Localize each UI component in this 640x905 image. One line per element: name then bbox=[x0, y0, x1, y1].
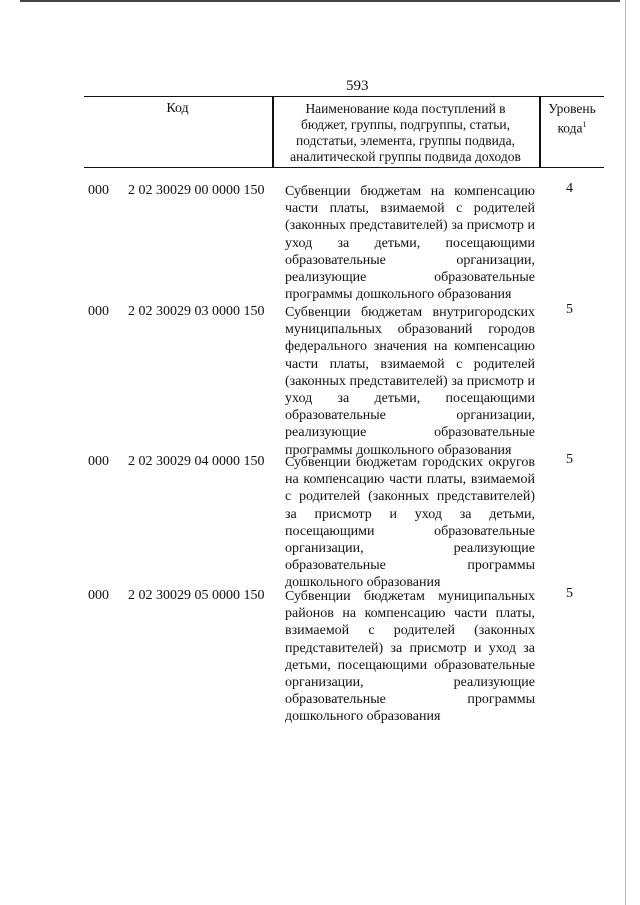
header-level-footnote: 1 bbox=[582, 120, 587, 129]
row-prefix: 000 bbox=[88, 588, 109, 603]
header-level-line2 bbox=[540, 117, 604, 137]
row-level: 5 bbox=[566, 452, 573, 467]
page-number: 593 bbox=[346, 78, 369, 94]
row-prefix: 000 bbox=[88, 454, 109, 469]
row-description: Субвенции бюджетам городских округов на компенсацию части платы, взимаемой с родителей (законных представителей) за присмотр и уход за детьми, посещающими образовательные организации, реализующие образовательные программы дошкольного образования bbox=[285, 455, 535, 591]
header-name-line: подстатьи, элемента, группы подвида, bbox=[295, 133, 516, 148]
table-header bbox=[84, 96, 604, 168]
row-code: 2 02 30029 03 0000 150 bbox=[128, 304, 265, 319]
row-code: 2 02 30029 04 0000 150 bbox=[128, 454, 265, 469]
row-code: 2 02 30029 05 0000 150 bbox=[128, 588, 265, 603]
row-level: 5 bbox=[566, 586, 573, 601]
row-description: Субвенции бюджетам внутригородских муниципальных образований городов федерального значения на компенсацию части платы, взимаемой с родителей (законных представителей) за присмотр и уход за детьми, посещающими образовательные организации, реализующие образовательные программы дошкольного образования bbox=[285, 305, 535, 458]
page-top-edge bbox=[20, 0, 620, 2]
header-code: Код bbox=[166, 101, 189, 116]
row-description: Субвенции бюджетам муниципальных районов на компенсацию части платы, взимаемой с родителей (законных представителей) за присмотр и уход за детьми, посещающими образовательные организации, реализующие образовательные программы дошкольного образования bbox=[285, 589, 535, 725]
header-level-line: Уровень bbox=[548, 101, 596, 116]
row-level: 4 bbox=[566, 181, 573, 196]
row-description: Субвенции бюджетам на компенсацию части платы, взимаемой с родителей (законных представителей) за присмотр и уход за детьми, посещающими образовательные организации, реализующие образовательные программы дошкольного образования bbox=[285, 184, 535, 303]
row-code: 2 02 30029 00 0000 150 bbox=[128, 183, 265, 198]
row-level: 5 bbox=[566, 302, 573, 317]
header-name-line: бюджет, группы, подгруппы, статьи, bbox=[301, 117, 510, 132]
header-name bbox=[273, 101, 538, 165]
header-name-line: Наименование кода поступлений в bbox=[305, 101, 506, 116]
row-prefix: 000 bbox=[88, 304, 109, 319]
page-right-edge bbox=[625, 0, 626, 905]
header-level-code: кода bbox=[557, 120, 583, 136]
row-prefix: 000 bbox=[88, 183, 109, 198]
header-name-line: аналитической группы подвида доходов bbox=[290, 149, 521, 164]
header-level bbox=[540, 101, 604, 137]
